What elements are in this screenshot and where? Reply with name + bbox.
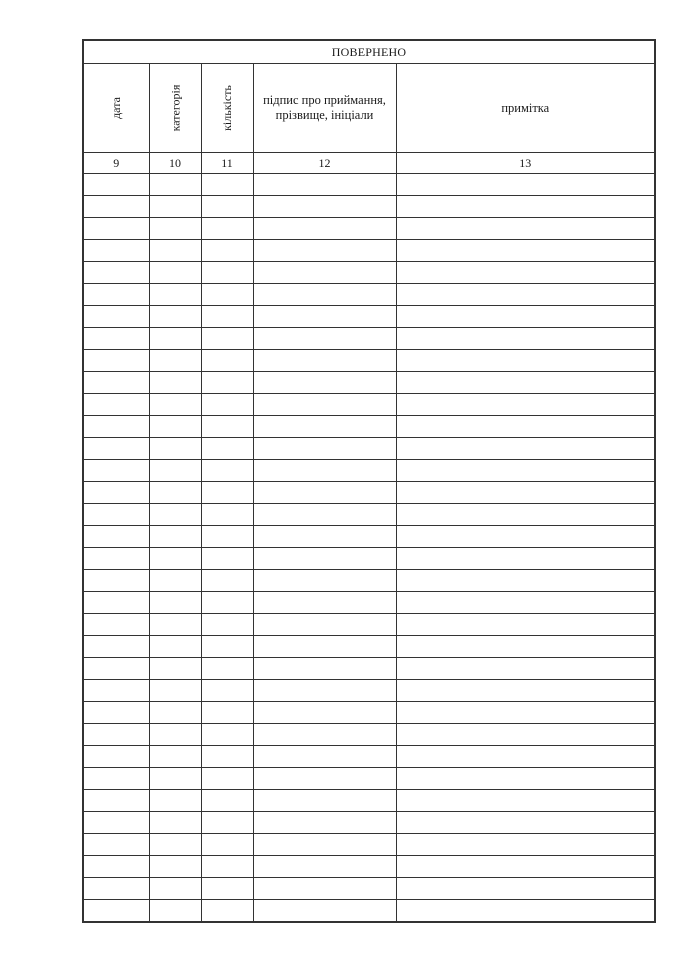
cell-date[interactable] (83, 416, 149, 438)
cell-category[interactable] (149, 218, 201, 240)
cell-note[interactable] (396, 372, 655, 394)
cell-date[interactable] (83, 306, 149, 328)
cell-date[interactable] (83, 790, 149, 812)
table-row (83, 680, 655, 702)
table-row (83, 416, 655, 438)
table-row (83, 174, 655, 196)
cell-category[interactable] (149, 790, 201, 812)
cell-date[interactable] (83, 174, 149, 196)
cell-note[interactable] (396, 768, 655, 790)
cell-quantity[interactable] (201, 394, 253, 416)
cell-date[interactable] (83, 658, 149, 680)
cell-category[interactable] (149, 174, 201, 196)
table-row (83, 812, 655, 834)
cell-signature[interactable] (253, 482, 396, 504)
cell-note[interactable] (396, 570, 655, 592)
column-number-signature: 12 (253, 153, 396, 174)
column-header-category (149, 64, 201, 153)
table-row (83, 746, 655, 768)
cell-quantity[interactable] (201, 262, 253, 284)
cell-quantity[interactable] (201, 790, 253, 812)
cell-note[interactable] (396, 702, 655, 724)
table-title-row (83, 40, 655, 64)
cell-date[interactable] (83, 482, 149, 504)
cell-date[interactable] (83, 438, 149, 460)
cell-note[interactable] (396, 680, 655, 702)
cell-note[interactable] (396, 614, 655, 636)
cell-quantity[interactable] (201, 834, 253, 856)
cell-signature[interactable] (253, 636, 396, 658)
cell-quantity[interactable] (201, 724, 253, 746)
cell-category[interactable] (149, 834, 201, 856)
cell-signature[interactable] (253, 790, 396, 812)
cell-date[interactable] (83, 328, 149, 350)
cell-quantity[interactable] (201, 878, 253, 900)
cell-note[interactable] (396, 240, 655, 262)
cell-signature[interactable] (253, 746, 396, 768)
cell-signature[interactable] (253, 900, 396, 923)
cell-quantity[interactable] (201, 240, 253, 262)
cell-date[interactable] (83, 350, 149, 372)
cell-date[interactable] (83, 284, 149, 306)
cell-note[interactable] (396, 878, 655, 900)
cell-category[interactable] (149, 196, 201, 218)
cell-quantity[interactable] (201, 702, 253, 724)
cell-date[interactable] (83, 240, 149, 262)
cell-signature[interactable] (253, 350, 396, 372)
table-row (83, 900, 655, 923)
cell-quantity[interactable] (201, 614, 253, 636)
cell-signature[interactable] (253, 592, 396, 614)
table-title: ПОВЕРНЕНО (83, 40, 655, 64)
cell-category[interactable] (149, 350, 201, 372)
cell-quantity[interactable] (201, 592, 253, 614)
column-header-signature (253, 64, 396, 153)
cell-quantity[interactable] (201, 570, 253, 592)
cell-category[interactable] (149, 240, 201, 262)
column-header-quantity (201, 64, 253, 153)
table-row (83, 482, 655, 504)
cell-note[interactable] (396, 724, 655, 746)
cell-signature[interactable] (253, 394, 396, 416)
table-row (83, 438, 655, 460)
cell-note[interactable] (396, 482, 655, 504)
cell-quantity[interactable] (201, 372, 253, 394)
cell-signature[interactable] (253, 460, 396, 482)
cell-date[interactable] (83, 702, 149, 724)
cell-signature[interactable] (253, 812, 396, 834)
cell-quantity[interactable] (201, 900, 253, 923)
cell-date[interactable] (83, 636, 149, 658)
cell-quantity[interactable] (201, 680, 253, 702)
table-row (83, 372, 655, 394)
cell-date[interactable] (83, 218, 149, 240)
cell-signature[interactable] (253, 174, 396, 196)
cell-signature[interactable] (253, 196, 396, 218)
cell-category[interactable] (149, 746, 201, 768)
cell-signature[interactable] (253, 834, 396, 856)
cell-signature[interactable] (253, 504, 396, 526)
cell-date[interactable] (83, 746, 149, 768)
cell-category[interactable] (149, 680, 201, 702)
column-number-row (83, 153, 655, 174)
cell-quantity[interactable] (201, 658, 253, 680)
cell-category[interactable] (149, 460, 201, 482)
cell-signature[interactable] (253, 306, 396, 328)
cell-date[interactable] (83, 592, 149, 614)
table-row (83, 328, 655, 350)
cell-note[interactable] (396, 790, 655, 812)
cell-category[interactable] (149, 614, 201, 636)
cell-category[interactable] (149, 394, 201, 416)
table-row (83, 218, 655, 240)
cell-date[interactable] (83, 768, 149, 790)
cell-quantity[interactable] (201, 416, 253, 438)
cell-note[interactable] (396, 284, 655, 306)
cell-date[interactable] (83, 834, 149, 856)
cell-category[interactable] (149, 636, 201, 658)
cell-quantity[interactable] (201, 768, 253, 790)
table-row (83, 350, 655, 372)
cell-date[interactable] (83, 680, 149, 702)
cell-quantity[interactable] (201, 812, 253, 834)
column-number-category: 10 (149, 153, 201, 174)
cell-note[interactable] (396, 504, 655, 526)
table-row (83, 262, 655, 284)
cell-quantity[interactable] (201, 482, 253, 504)
table-row (83, 460, 655, 482)
cell-quantity[interactable] (201, 636, 253, 658)
cell-quantity[interactable] (201, 548, 253, 570)
table-row (83, 504, 655, 526)
cell-signature[interactable] (253, 856, 396, 878)
cell-quantity[interactable] (201, 350, 253, 372)
cell-note[interactable] (396, 746, 655, 768)
cell-category[interactable] (149, 526, 201, 548)
table-row (83, 284, 655, 306)
cell-date[interactable] (83, 526, 149, 548)
cell-category[interactable] (149, 856, 201, 878)
cell-quantity[interactable] (201, 328, 253, 350)
cell-date[interactable] (83, 724, 149, 746)
cell-note[interactable] (396, 350, 655, 372)
column-number-date: 9 (83, 153, 149, 174)
cell-quantity[interactable] (201, 526, 253, 548)
cell-quantity[interactable] (201, 856, 253, 878)
returned-ledger-table (82, 39, 656, 923)
cell-category[interactable] (149, 328, 201, 350)
cell-category[interactable] (149, 592, 201, 614)
cell-note[interactable] (396, 526, 655, 548)
cell-category[interactable] (149, 548, 201, 570)
column-header-date (83, 64, 149, 153)
cell-note[interactable] (396, 856, 655, 878)
cell-category[interactable] (149, 812, 201, 834)
table-row (83, 306, 655, 328)
cell-signature[interactable] (253, 438, 396, 460)
cell-category[interactable] (149, 570, 201, 592)
cell-date[interactable] (83, 900, 149, 923)
cell-date[interactable] (83, 460, 149, 482)
table-row (83, 702, 655, 724)
cell-date[interactable] (83, 262, 149, 284)
column-label-note: примітка (501, 100, 550, 115)
cell-quantity[interactable] (201, 746, 253, 768)
cell-quantity[interactable] (201, 306, 253, 328)
cell-note[interactable] (396, 416, 655, 438)
cell-category[interactable] (149, 724, 201, 746)
column-label-signature: підпис про приймання, прізвище, ініціали (263, 93, 386, 122)
cell-signature[interactable] (253, 702, 396, 724)
cell-date[interactable] (83, 812, 149, 834)
cell-signature[interactable] (253, 878, 396, 900)
cell-note[interactable] (396, 548, 655, 570)
cell-signature[interactable] (253, 526, 396, 548)
cell-category[interactable] (149, 306, 201, 328)
table-row (83, 768, 655, 790)
cell-note[interactable] (396, 658, 655, 680)
cell-quantity[interactable] (201, 460, 253, 482)
cell-signature[interactable] (253, 218, 396, 240)
cell-quantity[interactable] (201, 196, 253, 218)
table-row (83, 658, 655, 680)
table-row (83, 570, 655, 592)
cell-signature[interactable] (253, 262, 396, 284)
cell-category[interactable] (149, 482, 201, 504)
cell-quantity[interactable] (201, 174, 253, 196)
cell-note[interactable] (396, 196, 655, 218)
cell-note[interactable] (396, 812, 655, 834)
table-row (83, 592, 655, 614)
table-row (83, 834, 655, 856)
cell-signature[interactable] (253, 570, 396, 592)
cell-category[interactable] (149, 416, 201, 438)
cell-note[interactable] (396, 636, 655, 658)
table-row (83, 856, 655, 878)
cell-category[interactable] (149, 878, 201, 900)
cell-signature[interactable] (253, 768, 396, 790)
cell-note[interactable] (396, 262, 655, 284)
table-row (83, 614, 655, 636)
cell-date[interactable] (83, 856, 149, 878)
cell-quantity[interactable] (201, 438, 253, 460)
table-row (83, 196, 655, 218)
returned-ledger-sheet (82, 39, 654, 931)
cell-quantity[interactable] (201, 284, 253, 306)
cell-signature[interactable] (253, 658, 396, 680)
cell-signature[interactable] (253, 680, 396, 702)
cell-note[interactable] (396, 834, 655, 856)
cell-date[interactable] (83, 570, 149, 592)
table-row (83, 636, 655, 658)
cell-category[interactable] (149, 284, 201, 306)
table-row (83, 790, 655, 812)
cell-category[interactable] (149, 262, 201, 284)
cell-note[interactable] (396, 328, 655, 350)
cell-note[interactable] (396, 900, 655, 923)
cell-category[interactable] (149, 900, 201, 923)
cell-category[interactable] (149, 372, 201, 394)
table-row (83, 878, 655, 900)
cell-category[interactable] (149, 768, 201, 790)
table-row (83, 526, 655, 548)
cell-signature[interactable] (253, 614, 396, 636)
column-label-category: категорія (168, 84, 182, 132)
cell-date[interactable] (83, 548, 149, 570)
column-label-quantity: кількість (220, 85, 234, 131)
cell-note[interactable] (396, 592, 655, 614)
cell-category[interactable] (149, 702, 201, 724)
cell-signature[interactable] (253, 328, 396, 350)
table-row (83, 724, 655, 746)
cell-date[interactable] (83, 372, 149, 394)
cell-note[interactable] (396, 218, 655, 240)
column-number-quantity: 11 (201, 153, 253, 174)
cell-signature[interactable] (253, 416, 396, 438)
cell-note[interactable] (396, 174, 655, 196)
cell-date[interactable] (83, 504, 149, 526)
cell-date[interactable] (83, 878, 149, 900)
ledger-body (83, 174, 655, 923)
cell-note[interactable] (396, 394, 655, 416)
cell-date[interactable] (83, 614, 149, 636)
column-header-note (396, 64, 655, 153)
cell-note[interactable] (396, 306, 655, 328)
table-row (83, 394, 655, 416)
cell-note[interactable] (396, 460, 655, 482)
table-row (83, 240, 655, 262)
cell-signature[interactable] (253, 724, 396, 746)
cell-quantity[interactable] (201, 504, 253, 526)
cell-category[interactable] (149, 438, 201, 460)
cell-signature[interactable] (253, 240, 396, 262)
cell-date[interactable] (83, 394, 149, 416)
cell-quantity[interactable] (201, 218, 253, 240)
cell-signature[interactable] (253, 548, 396, 570)
table-row (83, 548, 655, 570)
cell-category[interactable] (149, 658, 201, 680)
cell-date[interactable] (83, 196, 149, 218)
cell-note[interactable] (396, 438, 655, 460)
column-number-note: 13 (396, 153, 655, 174)
cell-category[interactable] (149, 504, 201, 526)
column-header-row (83, 64, 655, 153)
column-label-date: дата (109, 97, 124, 119)
cell-signature[interactable] (253, 284, 396, 306)
cell-signature[interactable] (253, 372, 396, 394)
